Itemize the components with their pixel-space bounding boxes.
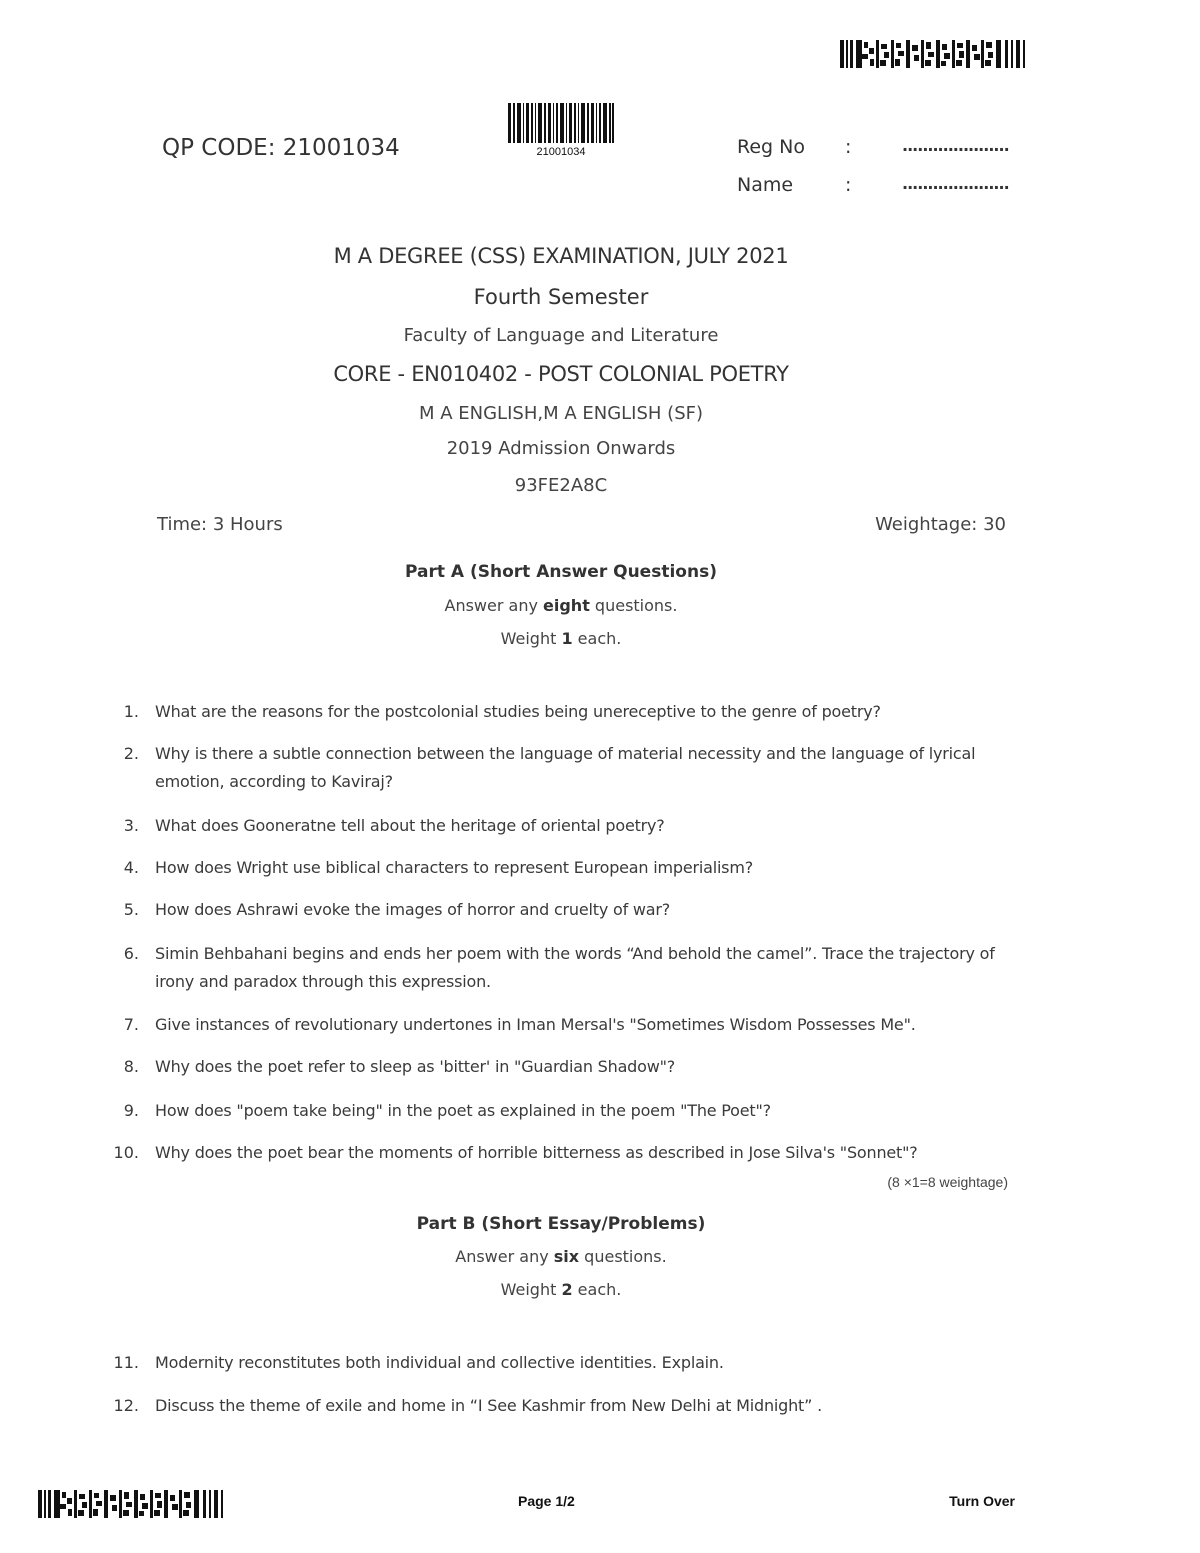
question-number: 2.	[123, 744, 139, 763]
part-a-instr-pre: Answer any	[444, 596, 544, 615]
question-text: Why does the poet bear the moments of horrible bitterness as described in Jose Silva's "Sonnet"?	[155, 1143, 918, 1162]
qp-code: QP CODE: 21001034	[162, 135, 400, 161]
paper-code: 93FE2A8C	[514, 475, 608, 496]
question-text: Why does the poet refer to sleep as 'bitter' in "Guardian Shadow"?	[155, 1057, 676, 1076]
question-text: Simin Behbahani begins and ends her poem with the words “And behold the camel”. Trace the trajectory of irony and paradox through this expression.	[155, 944, 995, 991]
name-field: .....................	[902, 174, 1009, 193]
course-title: CORE - EN010402 - POST COLONIAL POETRY	[333, 362, 789, 386]
part-b-weight-value: 2	[561, 1280, 573, 1299]
question-text: What are the reasons for the postcolonial studies being unereceptive to the genre of poetry?	[155, 702, 881, 721]
question-number: 7.	[123, 1015, 139, 1034]
question-text: What does Gooneratne tell about the heritage of oriental poetry?	[155, 816, 665, 835]
question-number: 10.	[113, 1143, 139, 1162]
part-a-instruction	[0, 596, 1122, 615]
reg-no-colon: :	[845, 136, 852, 158]
part-b-instruction	[0, 1247, 1122, 1266]
question-number: 4.	[123, 858, 139, 877]
part-a-weight	[0, 629, 1122, 648]
question-number: 1.	[123, 702, 139, 721]
part-b-weight-pre: Weight	[500, 1280, 562, 1299]
question-number: 11.	[113, 1353, 139, 1372]
question-number: 6.	[123, 944, 139, 963]
page-number: Page 1/2	[518, 1493, 575, 1509]
part-b-weight	[0, 1280, 1122, 1299]
question-text: How does Ashrawi evoke the images of horror and cruelty of war?	[155, 900, 671, 919]
total-weightage: Weightage: 30	[875, 514, 1006, 535]
question-number: 12.	[113, 1396, 139, 1415]
question-text: Give instances of revolutionary undertones in Iman Mersal's "Sometimes Wisdom Possesses Me".	[155, 1015, 916, 1034]
question-text: Why is there a subtle connection between the language of material necessity and the language of lyrical emotion, according to Kaviraj?	[155, 744, 976, 791]
faculty: Faculty of Language and Literature	[403, 325, 719, 346]
question-number: 5.	[123, 900, 139, 919]
part-a-total: (8 ×1=8 weightage)	[887, 1174, 1008, 1190]
question-number: 9.	[123, 1101, 139, 1120]
part-b-instr-pre: Answer any	[455, 1247, 554, 1266]
turn-over: Turn Over	[949, 1493, 1015, 1509]
admission: 2019 Admission Onwards	[446, 438, 676, 459]
part-a-instr-count: eight	[543, 596, 590, 615]
question-text: Discuss the theme of exile and home in “I See Kashmir from New Delhi at Midnight” .	[155, 1396, 822, 1415]
question-text: How does Wright use biblical characters to represent European imperialism?	[155, 858, 753, 877]
time-allowed: Time: 3 Hours	[157, 514, 283, 535]
footer-barcode	[38, 1490, 224, 1518]
programme: M A ENGLISH,M A ENGLISH (SF)	[418, 403, 703, 424]
semester: Fourth Semester	[473, 285, 649, 309]
question-number: 8.	[123, 1057, 139, 1076]
reg-no-field: .....................	[902, 136, 1009, 155]
name-label: Name	[737, 174, 794, 196]
question-text: Modernity reconstitutes both individual and collective identities. Explain.	[155, 1353, 724, 1372]
part-a-title: Part A (Short Answer Questions)	[405, 562, 717, 582]
qp-barcode	[508, 103, 614, 143]
barcode-number: 21001034	[536, 146, 586, 158]
part-a-weight-pre: Weight	[500, 629, 562, 648]
reg-no-label: Reg No	[737, 136, 805, 158]
top-barcode	[840, 40, 1028, 68]
part-b-weight-post: each.	[572, 1280, 622, 1299]
question-number: 3.	[123, 816, 139, 835]
part-a-weight-post: each.	[572, 629, 622, 648]
exam-title: M A DEGREE (CSS) EXAMINATION, JULY 2021	[333, 244, 789, 268]
part-b-title: Part B (Short Essay/Problems)	[416, 1214, 706, 1234]
part-a-weight-value: 1	[561, 629, 573, 648]
part-a-instr-post: questions.	[589, 596, 678, 615]
part-b-instr-post: questions.	[579, 1247, 667, 1266]
question-text: How does "poem take being" in the poet as explained in the poem "The Poet"?	[155, 1101, 771, 1120]
name-colon: :	[845, 174, 852, 196]
part-b-instr-count: six	[553, 1247, 580, 1266]
